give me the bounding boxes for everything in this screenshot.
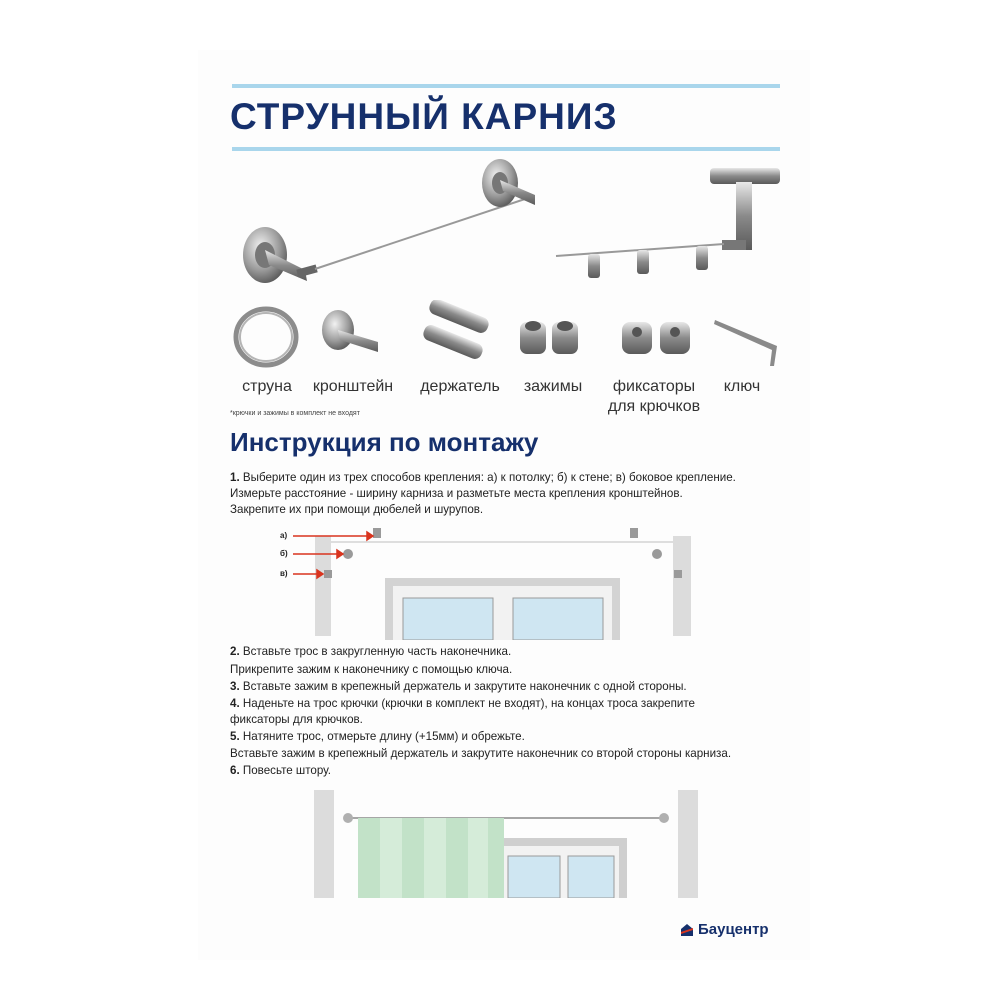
step-6: 6. Повесьте штору. [230, 764, 332, 777]
step-2: 2. Вставьте трос в закругленную часть наконечника. [230, 645, 512, 658]
clamps-icon [520, 321, 578, 354]
page-title: СТРУННЫЙ КАРНИЗ [230, 96, 618, 137]
hex-key-icon [714, 320, 777, 366]
part-label-hook-stoppers: фиксаторы для крючков [607, 378, 701, 415]
part-label-bracket: кронштейн [312, 378, 394, 395]
kit-note: *крючки и зажимы в комплект не входят [230, 410, 360, 417]
brand-name: Бауцентр [698, 921, 769, 938]
step-5-line-2: Вставьте зажим в крепежный держатель и закрутите наконечник со второй стороны карниза. [230, 747, 732, 760]
step-1: 1. Выберите один из трех способов крепления: а) к потолку; б) к стене; в) боковое крепление. [230, 471, 736, 484]
title-rule [232, 147, 780, 151]
part-label-key: ключ [723, 378, 761, 395]
mounting-diagram [275, 522, 705, 640]
step-4: 4. Наденьте на трос крючки (крючки в комплект не входят), на концах троса закрепите [230, 697, 695, 710]
part-label-holder: держатель [420, 378, 500, 395]
string-coil-icon [236, 309, 296, 365]
step-5: 5. Натяните трос, отмерьте длину (+15мм) и обрежьте. [230, 730, 525, 743]
curtain-diagram [312, 788, 700, 898]
parts-illustrations [232, 300, 792, 375]
mount-mark-c: в) [280, 569, 288, 578]
part-label-string: струна [242, 378, 292, 395]
brand-logo-icon [680, 923, 694, 937]
holder-icon [421, 300, 490, 361]
part-label-clamps: зажимы [523, 378, 583, 395]
mount-mark-b: б) [280, 549, 288, 558]
instructions-title: Инструкция по монтажу [230, 427, 539, 457]
bracket-icon [322, 310, 378, 352]
step-2-line-2: Прикрепите зажим к наконечнику с помощью ключа. [230, 663, 513, 676]
step-3: 3. Вставьте зажим в крепежный держатель и закрутите наконечник с одной стороны. [230, 680, 687, 693]
ceiling-rod-illustration [552, 160, 792, 290]
top-rule [232, 84, 780, 88]
mount-mark-a: а) [280, 531, 288, 540]
step-4-line-2: фиксаторы для крючков. [230, 713, 363, 726]
curtain-icon [358, 818, 504, 898]
step-1-line-3: Закрепите их при помощи дюбелей и шурупов. [230, 503, 484, 516]
wall-rod-illustration [235, 155, 545, 290]
brand-logo [680, 921, 769, 938]
hook-stoppers-icon [622, 322, 690, 354]
step-1-line-2: Измерьте расстояние - ширину карниза и разметьте места крепления кронштейнов. [230, 487, 683, 500]
